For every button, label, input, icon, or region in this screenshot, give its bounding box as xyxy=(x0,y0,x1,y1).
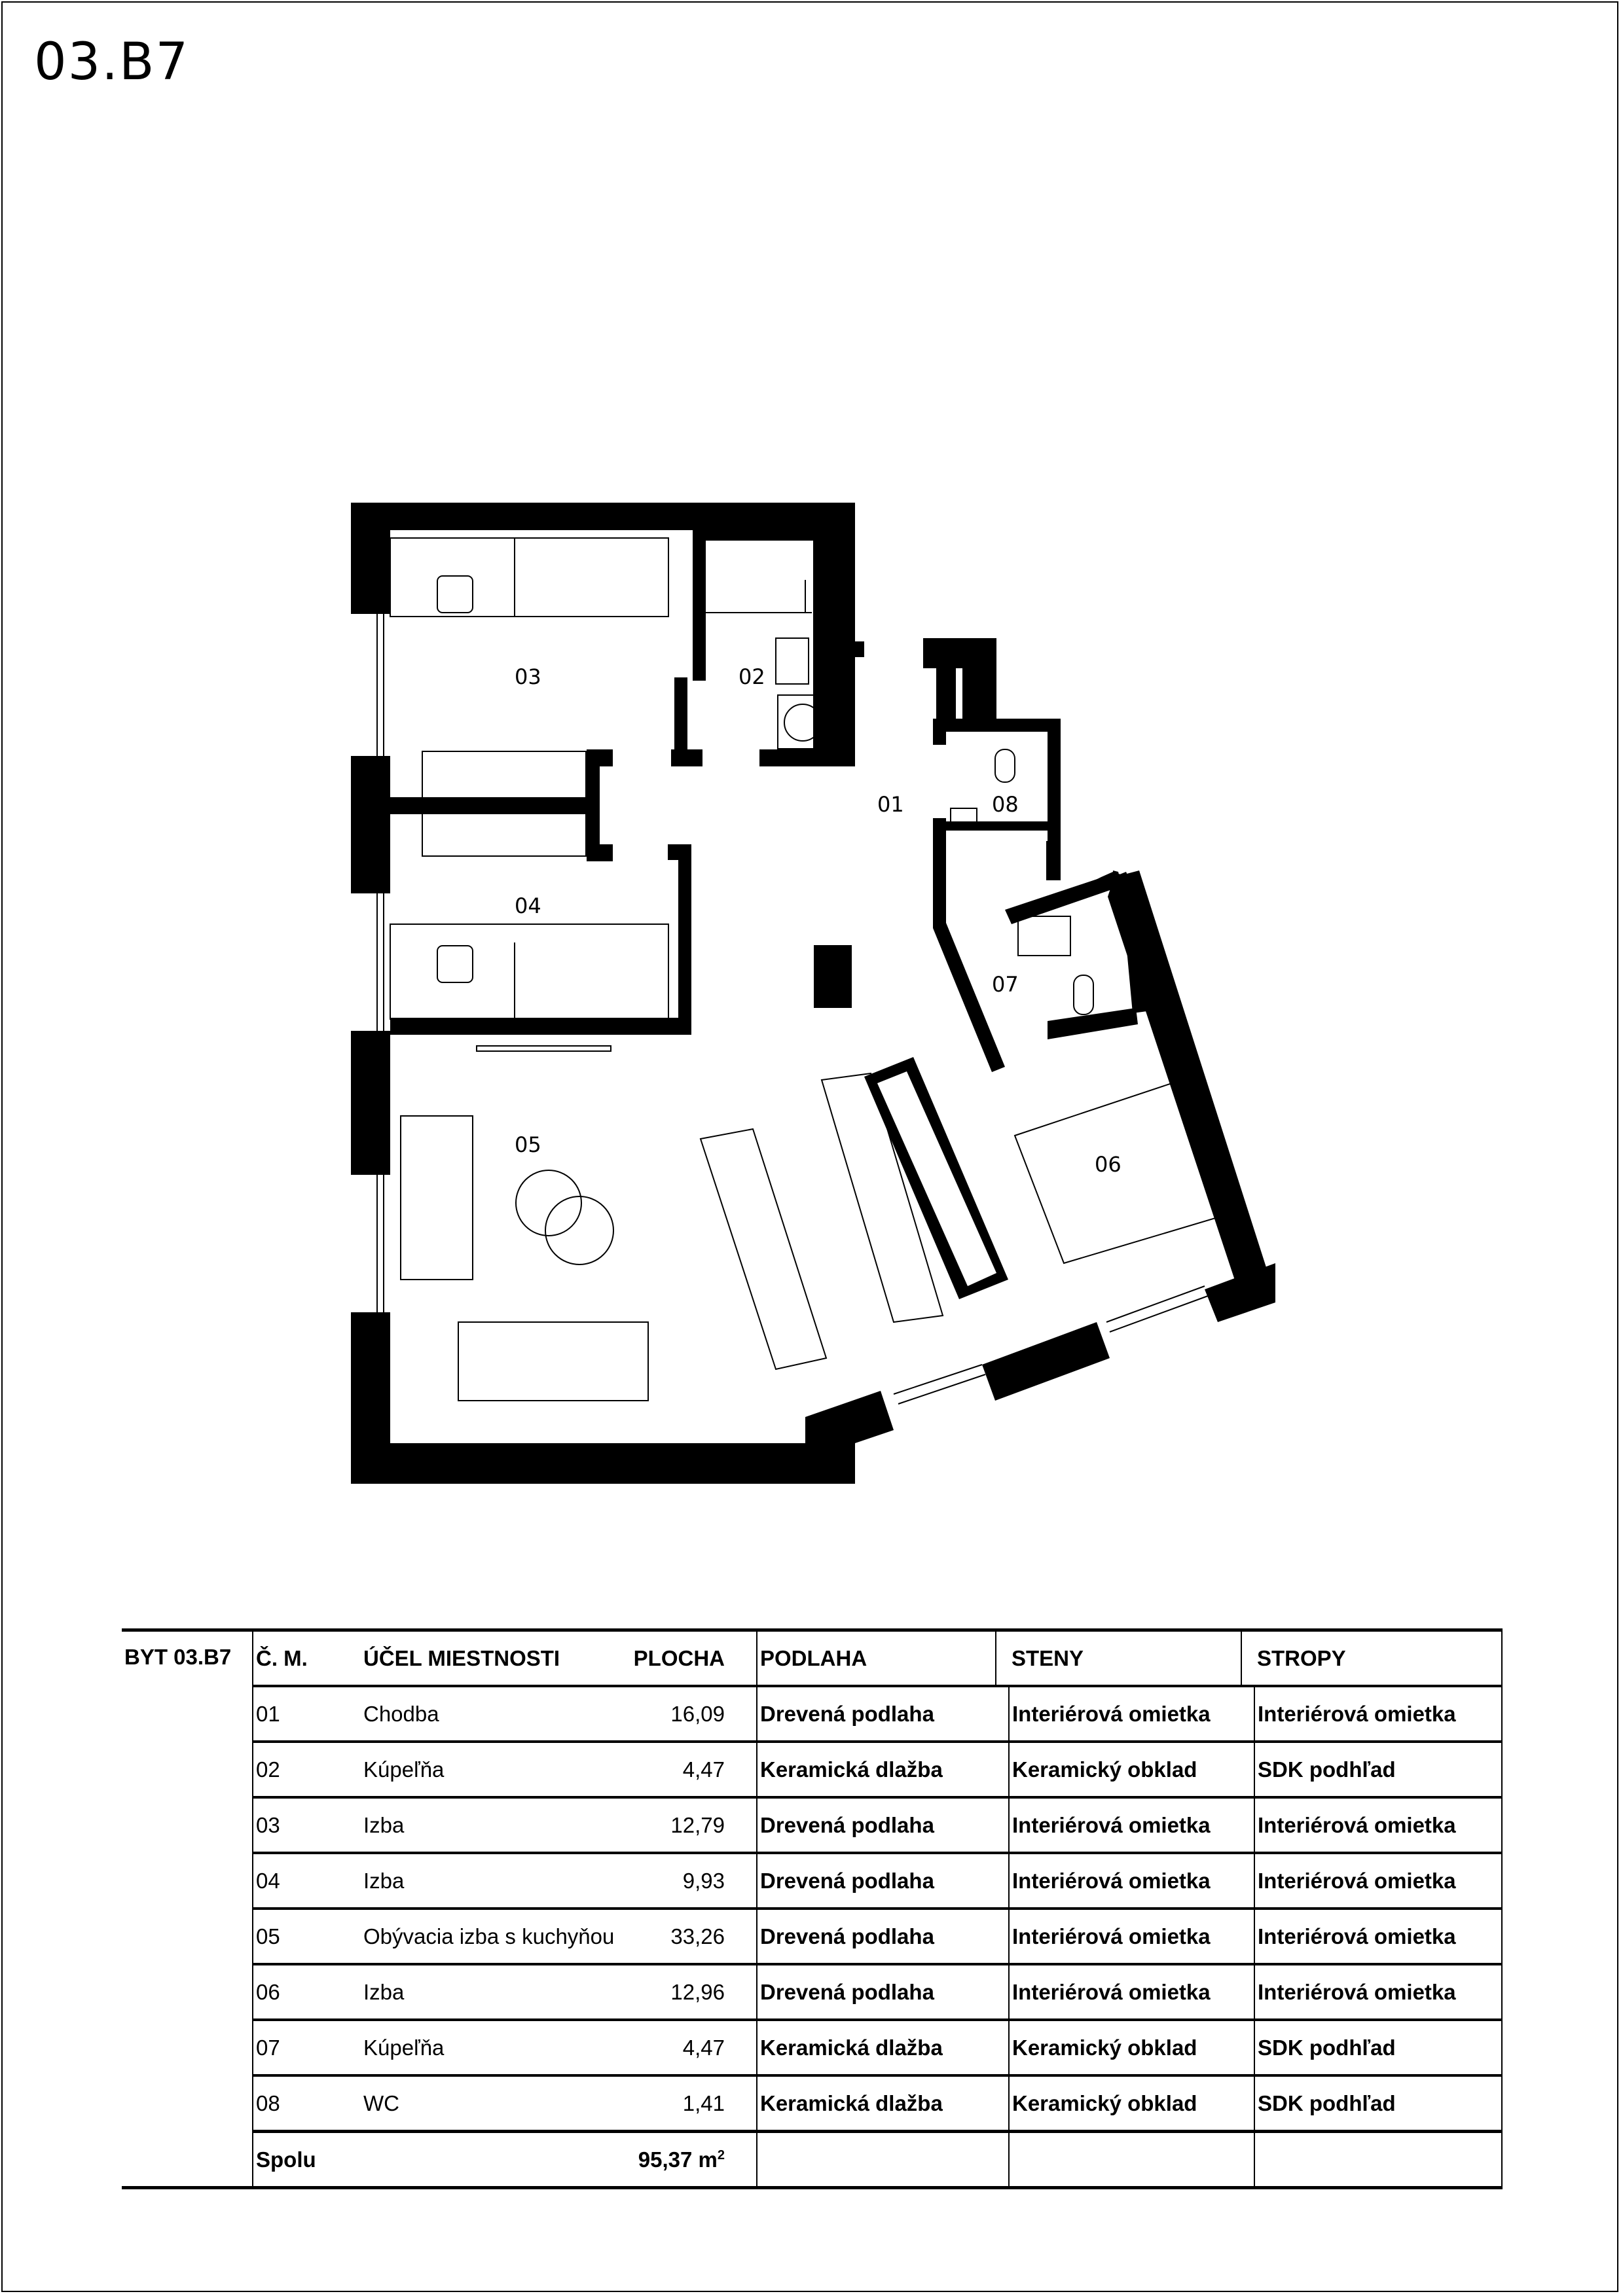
header-area: PLOCHA xyxy=(619,1630,727,1687)
room-label-03: 03 xyxy=(515,664,541,689)
page-title: 03.B7 xyxy=(34,33,190,92)
room-label-01: 01 xyxy=(877,792,904,817)
room-label-06: 06 xyxy=(1095,1152,1122,1177)
table-row: 06 Izba 12,96 Drevená podlaha Interiérová omietka Interiérová omietka xyxy=(122,1964,1502,2020)
total-label: Spolu xyxy=(253,2132,619,2188)
table-row: 07 Kúpeľňa 4,47 Keramická dlažba Keramický obklad SDK podhľad xyxy=(122,2020,1502,2075)
table-row: 08 WC 1,41 Keramická dlažba Keramický obklad SDK podhľad xyxy=(122,2075,1502,2132)
table-total-row xyxy=(122,2132,1502,2188)
apartment-id: BYT 03.B7 xyxy=(122,1630,253,2188)
header-purpose: ÚČEL MIESTNOSTI xyxy=(361,1630,619,1687)
table-row: 01 Chodba 16,09 Drevená podlaha Interiérová omietka Interiérová omietka xyxy=(122,1686,1502,1742)
room-label-02: 02 xyxy=(739,664,765,689)
room-label-07: 07 xyxy=(992,972,1019,997)
table-row: 05 Obývacia izba s kuchyňou 33,26 Drevená podlaha Interiérová omietka Interiérová omietka xyxy=(122,1909,1502,1964)
walls xyxy=(351,503,1275,1484)
header-ceiling: STROPY xyxy=(1254,1630,1487,1687)
room-label-08: 08 xyxy=(992,792,1019,817)
room-label-04: 04 xyxy=(515,893,541,918)
room-label-05: 05 xyxy=(515,1132,541,1157)
header-floor: PODLAHA xyxy=(757,1630,996,1687)
header-walls: STENY xyxy=(1009,1630,1241,1687)
table-row: 02 Kúpeľňa 4,47 Keramická dlažba Keramický obklad SDK podhľad xyxy=(122,1742,1502,1797)
header-no: Č. M. xyxy=(253,1630,361,1687)
room-table xyxy=(122,1628,1503,2189)
table-row: 04 Izba 9,93 Drevená podlaha Interiérová omietka Interiérová omietka xyxy=(122,1853,1502,1909)
total-area: 95,37 $m^2$ xyxy=(619,2132,727,2188)
table-header-row xyxy=(122,1630,1502,1687)
windows xyxy=(377,614,1208,1404)
table-row: 03 Izba 12,79 Drevená podlaha Interiérová omietka Interiérová omietka xyxy=(122,1797,1502,1853)
